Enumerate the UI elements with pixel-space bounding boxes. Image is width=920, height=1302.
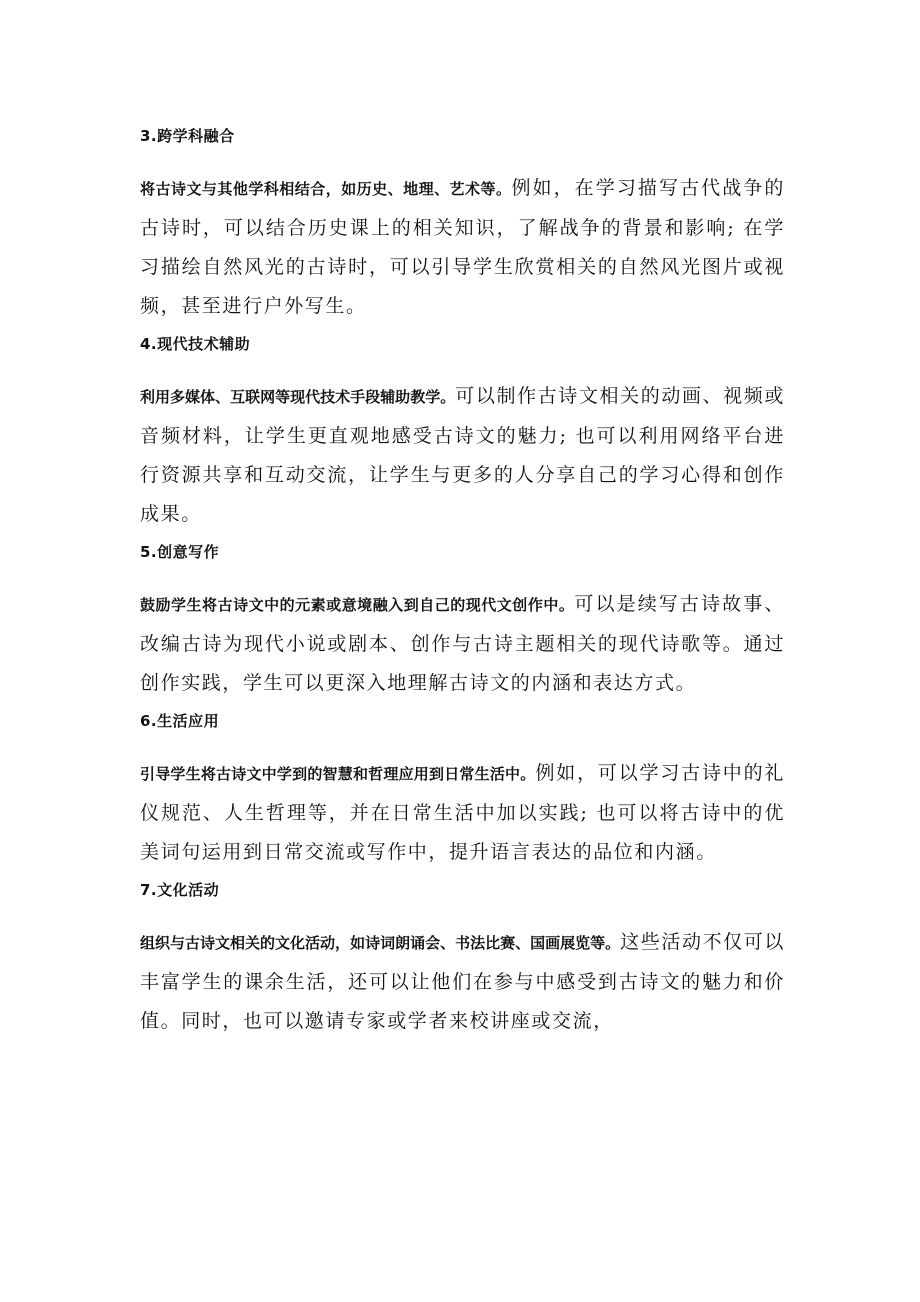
section-heading: 3.跨学科融合: [140, 127, 235, 145]
paragraph-lead: 组织与古诗文相关的文化活动，如诗词朗诵会、书法比赛、国画展览等。: [140, 934, 621, 952]
paragraph-body: 例如，可以学习古诗中的礼仪规范、人生哲理等，并在日常生活中加以实践; 也可以将古诗中的优美词句运用到日常交流或写作中，提升语言表达的品位和内涵。: [140, 762, 785, 863]
section-cultural-activities: [140, 876, 785, 1041]
section-heading: 7.文化活动: [140, 881, 220, 899]
paragraph-lead: 将古诗文与其他学科相结合，如历史、地理、艺术等。: [140, 180, 512, 198]
section-paragraph: [140, 585, 785, 703]
section-life-application: [140, 707, 785, 872]
section-heading: 6.生活应用: [140, 712, 220, 730]
paragraph-body: 可以是续写古诗故事、改编古诗为现代小说或剧本、创作与古诗主题相关的现代诗歌等。通过创作实践，学生可以更深入地理解古诗文的内涵和表达方式。: [140, 593, 785, 694]
section-paragraph: [140, 377, 785, 534]
paragraph-body: 这些活动不仅可以丰富学生的课余生活，还可以让他们在参与中感受到古诗文的魅力和价值。同时，也可以邀请专家或学者来校讲座或交流，: [140, 931, 785, 1032]
section-paragraph: [140, 754, 785, 872]
paragraph-lead: 鼓励学生将古诗文中的元素或意境融入到自己的现代文创作中。: [140, 596, 575, 614]
document-page: [140, 122, 785, 1045]
section-heading: 4.现代技术辅助: [140, 335, 251, 353]
section-interdisciplinary: [140, 122, 785, 326]
section-creative-writing: [140, 538, 785, 703]
paragraph-body: 例如，在学习描写古代战争的古诗时，可以结合历史课上的相关知识，了解战争的背景和影响; 在学习描绘自然风光的古诗时，可以引导学生欣赏相关的自然风光图片或视频，甚至进行户外写生。: [140, 177, 785, 317]
paragraph-lead: 引导学生将古诗文中学到的智慧和哲理应用到日常生活中。: [140, 765, 536, 783]
section-heading: 5.创意写作: [140, 543, 220, 561]
section-paragraph: [140, 169, 785, 326]
paragraph-body: 可以制作古诗文相关的动画、视频或音频材料，让学生更直观地感受古诗文的魅力; 也可以利用网络平台进行资源共享和互动交流，让学生与更多的人分享自己的学习心得和创作成果。: [140, 385, 785, 525]
section-modern-tech: [140, 330, 785, 534]
section-paragraph: [140, 923, 785, 1041]
paragraph-lead: 利用多媒体、互联网等现代技术手段辅助教学。: [140, 388, 456, 406]
